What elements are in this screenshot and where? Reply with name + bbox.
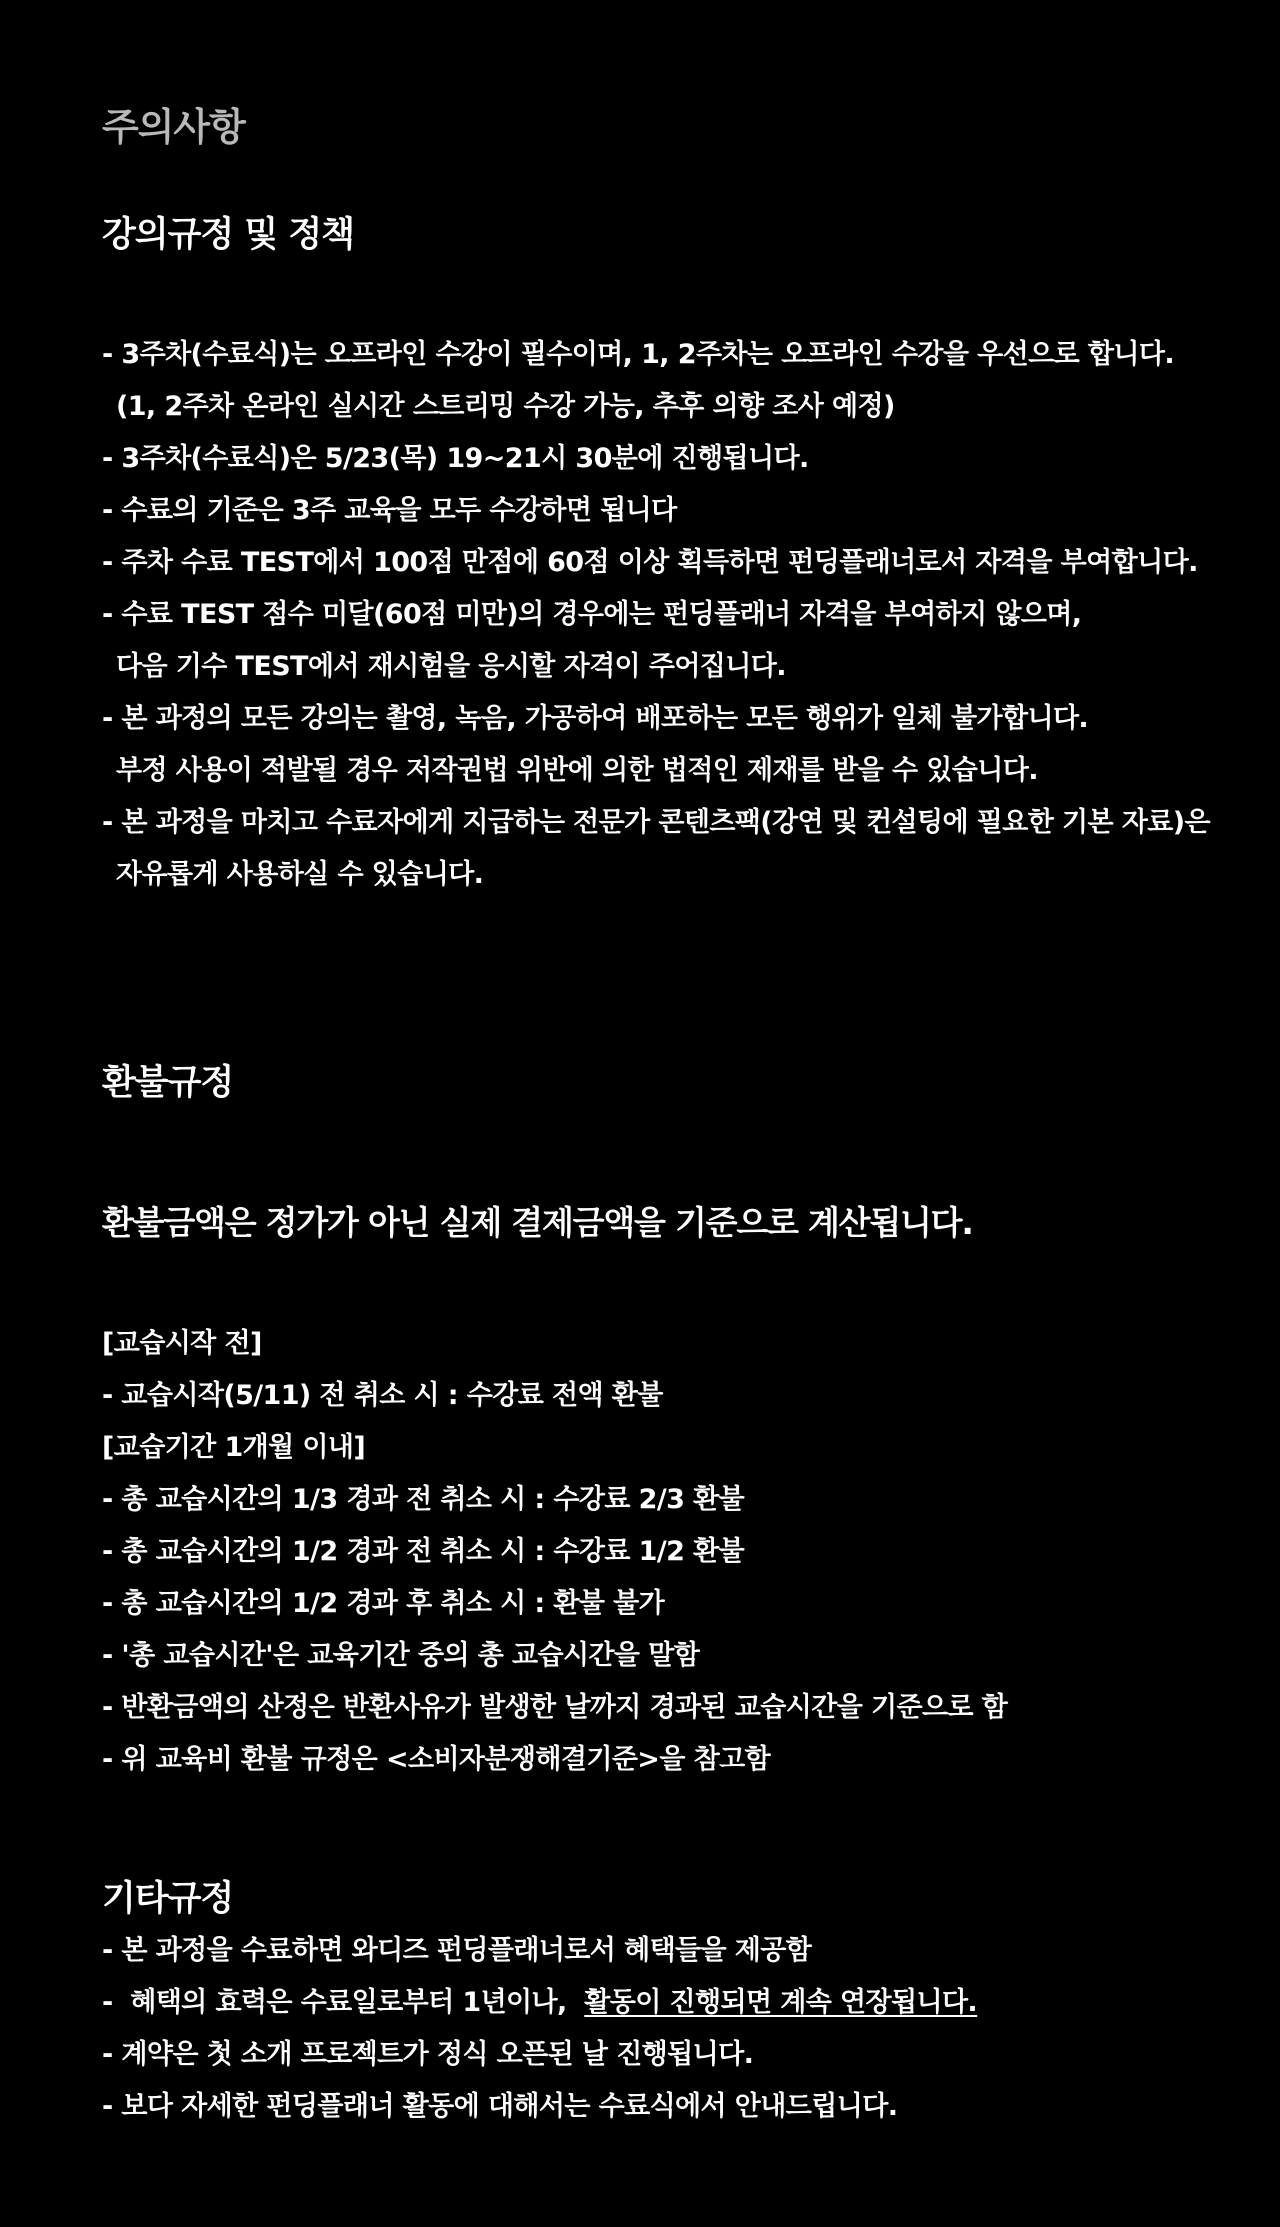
policy-line: - 본 과정의 모든 강의는 촬영, 녹음, 가공하여 배포하는 모든 행위가 일체 불가합니다.	[102, 703, 1089, 734]
other-policy-list	[102, 1925, 977, 2133]
lecture-policy-list	[102, 329, 1210, 901]
other-line: - 본 과정을 수료하면 와디즈 펀딩플래너로서 혜택들을 제공함	[102, 1935, 812, 1966]
refund-line: [교습기간 1개월 이내]	[102, 1432, 366, 1463]
refund-lead-statement: 환불금액은 정가가 아닌 실제 결제금액을 기준으로 계산됩니다.	[102, 1203, 973, 1242]
policy-line: - 3주차(수료식)는 오프라인 수강이 필수이며, 1, 2주차는 오프라인 수강을 우선으로 합니다.	[102, 339, 1175, 370]
other-line	[102, 1977, 977, 2029]
policy-line: 자유롭게 사용하실 수 있습니다.	[116, 859, 484, 890]
other-line: - 보다 자세한 펀딩플래너 활동에 대해서는 수료식에서 안내드립니다.	[102, 2091, 898, 2122]
refund-line: - 위 교육비 환불 규정은 <소비자분쟁해결기준>을 참고함	[102, 1744, 771, 1775]
refund-line: - 총 교습시간의 1/3 경과 전 취소 시 : 수강료 2/3 환불	[102, 1484, 745, 1515]
refund-policy-list	[102, 1318, 1007, 1786]
policy-line: 부정 사용이 적발될 경우 저작권법 위반에 의한 법적인 제재를 받을 수 있습니다.	[116, 755, 1038, 786]
policy-line: - 3주차(수료식)은 5/23(목) 19~21시 30분에 진행됩니다.	[102, 443, 809, 474]
policy-line: (1, 2주차 온라인 실시간 스트리밍 수강 가능, 추후 의향 조사 예정)	[116, 391, 895, 422]
refund-line: - 총 교습시간의 1/2 경과 후 취소 시 : 환불 불가	[102, 1588, 665, 1619]
refund-line: - '총 교습시간'은 교육기간 중의 총 교습시간을 말함	[102, 1640, 700, 1671]
policy-line: - 본 과정을 마치고 수료자에게 지급하는 전문가 콘텐츠팩(강연 및 컨설팅에 필요한 기본 자료)은	[102, 807, 1210, 838]
policy-line: - 주차 수료 TEST에서 100점 만점에 60점 이상 획득하면 펀딩플래너로서 자격을 부여합니다.	[102, 547, 1198, 578]
lecture-policy-heading: 강의규정 및 정책	[102, 215, 355, 255]
refund-line: [교습시작 전]	[102, 1328, 262, 1359]
refund-line: - 교습시작(5/11) 전 취소 시 : 수강료 전액 환불	[102, 1380, 663, 1411]
refund-line: - 총 교습시간의 1/2 경과 전 취소 시 : 수강료 1/2 환불	[102, 1536, 745, 1567]
refund-line: - 반환금액의 산정은 반환사유가 발생한 날까지 경과된 교습시간을 기준으로 함	[102, 1692, 1008, 1723]
other-line: - 계약은 첫 소개 프로젝트가 정식 오픈된 날 진행됩니다.	[102, 2039, 754, 2070]
extension-note-underlined: 활동이 진행되면 계속 연장됩니다.	[584, 1987, 978, 2018]
page-title: 주의사항	[102, 105, 245, 149]
policy-line: - 수료의 기준은 3주 교육을 모두 수강하면 됩니다	[102, 495, 677, 526]
other-policy-heading: 기타규정	[102, 1879, 234, 1919]
policy-line: 다음 기수 TEST에서 재시험을 응시할 자격이 주어집니다.	[116, 651, 786, 682]
refund-policy-heading: 환불규정	[102, 1063, 234, 1103]
policy-line: - 수료 TEST 점수 미달(60점 미만)의 경우에는 펀딩플래너 자격을 부여하지 않으며,	[102, 599, 1082, 630]
other-line-text: - 혜택의 효력은 수료일로부터 1년이나,	[102, 1987, 585, 2018]
